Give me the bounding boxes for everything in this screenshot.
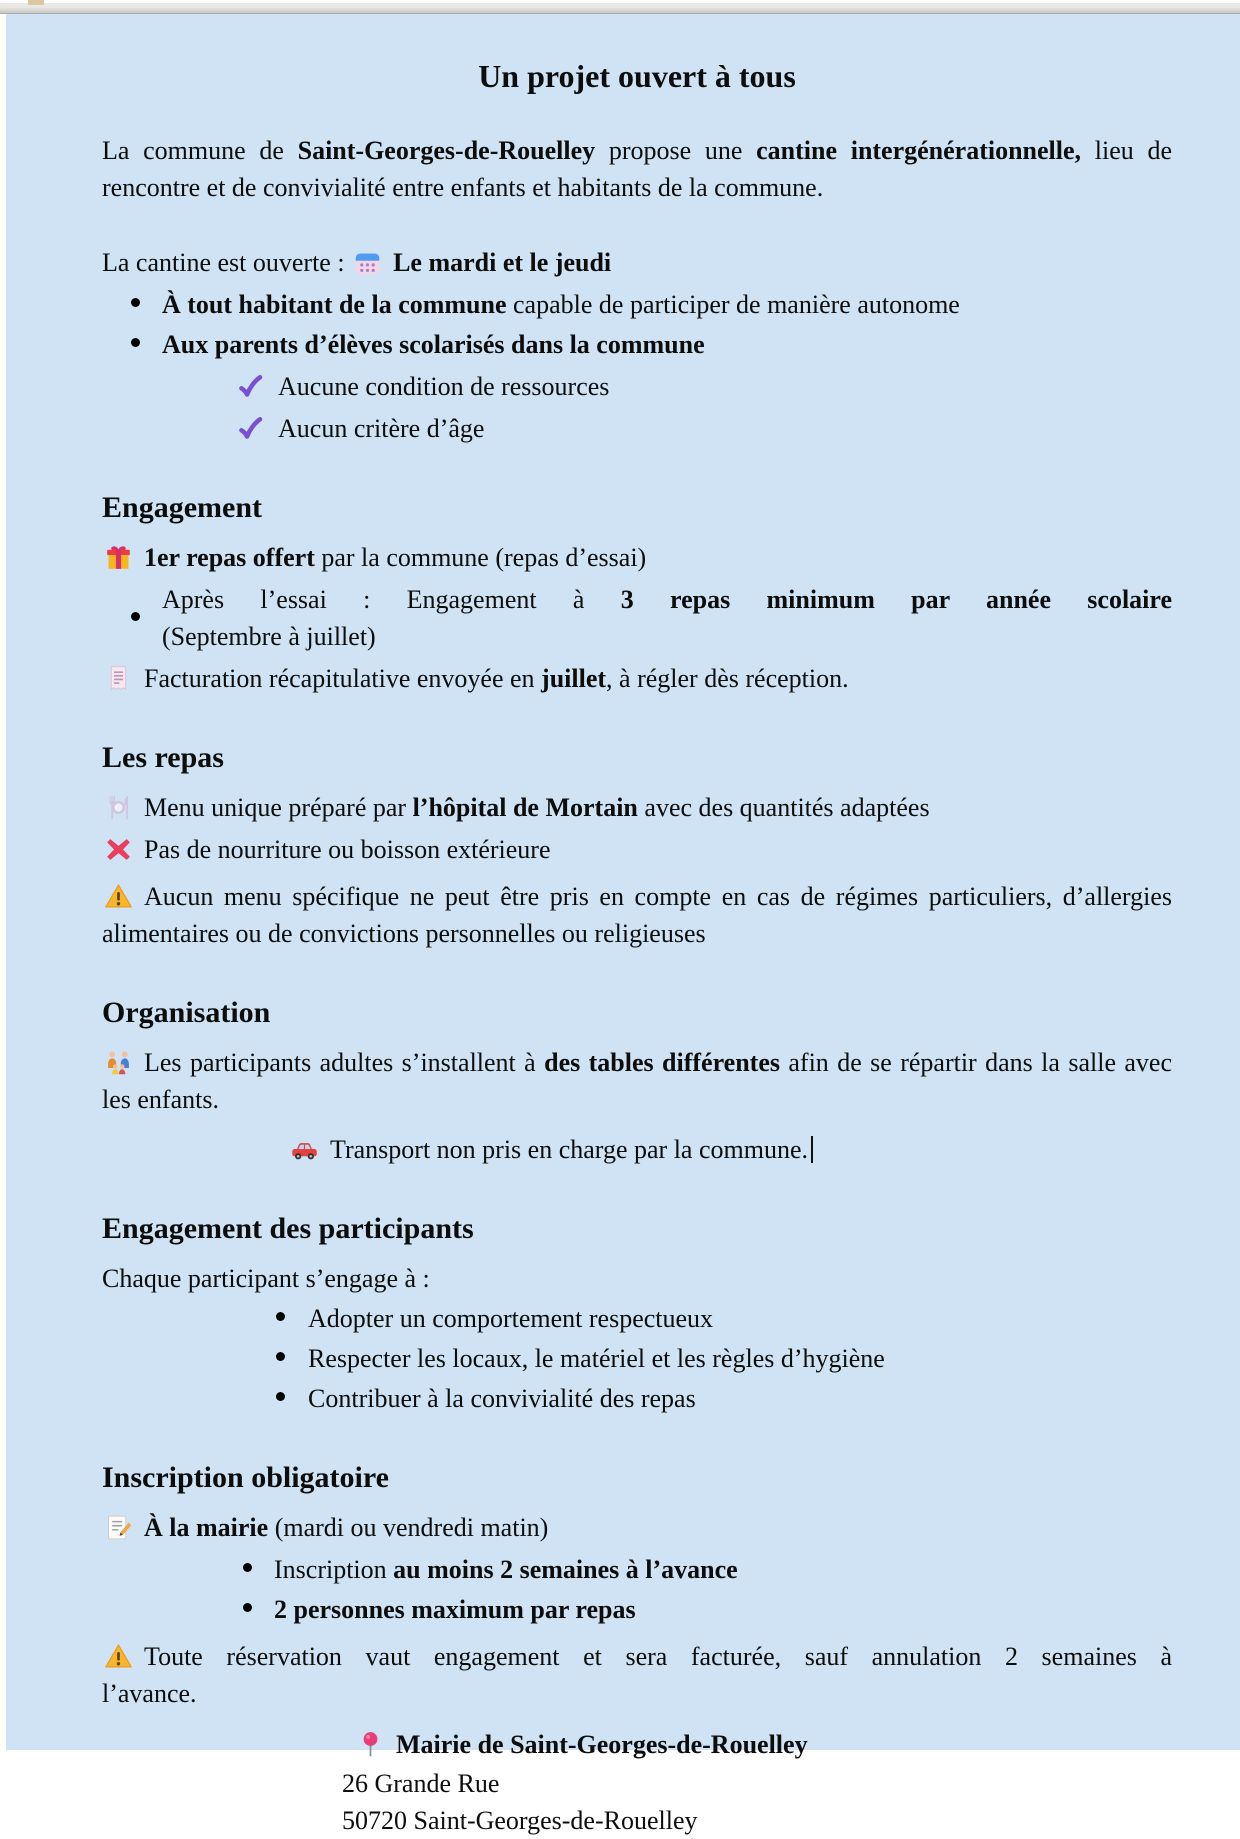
warning-icon: [104, 882, 133, 911]
inscription-list: [102, 1551, 1172, 1628]
bullet-icon: [108, 286, 162, 323]
text-run: propose une: [595, 136, 757, 165]
address-name: Mairie de Saint-Georges-de-Rouelley: [396, 1730, 808, 1759]
text-run: afin de se répartir dans la salle avec les enfants.: [102, 1048, 1173, 1114]
transport-text: Transport non pris en charge par la commune.: [330, 1135, 809, 1164]
pin-icon: [356, 1730, 385, 1759]
condition-text: Aucun critère d’âge: [278, 414, 485, 443]
menu-line: [102, 789, 1172, 826]
text-run: l’hôpital de Mortain: [412, 793, 638, 822]
text-run: Saint-Georges-de-Rouelley: [297, 136, 596, 165]
list-item-text: Respecter les locaux, le matériel et les règles d’hygiène: [308, 1344, 885, 1373]
menu-text: [144, 793, 930, 822]
text-cursor: [811, 1136, 813, 1163]
text-run: Menu unique préparé par: [144, 793, 413, 822]
text-run: 3 repas minimum par année scolaire: [620, 585, 1173, 614]
text-run: Facturation récapitulative envoyée en: [144, 664, 542, 693]
tables-line: [102, 1044, 1172, 1118]
bullet-icon: [252, 1340, 308, 1377]
cancellation-warning-line1-wrap: [102, 1638, 1172, 1675]
address-street: 26 Grande Rue: [342, 1769, 500, 1798]
bullet-icon: [220, 1591, 274, 1628]
opening-schedule: Le mardi et le jeudi: [393, 248, 612, 277]
diet-warning-line: [102, 878, 1172, 952]
section-heading-inscription: Inscription obligatoire: [102, 1461, 389, 1494]
trial-text: [162, 581, 1172, 655]
text-run: juillet: [541, 664, 607, 693]
bullet-icon: [252, 1300, 308, 1337]
window-chrome: [0, 0, 1240, 14]
trial-line1: [162, 581, 1172, 618]
cancellation-warning-line1: Toute réservation vaut engagement et sera facturée, sauf annulation 2 semaines à: [144, 1642, 1172, 1671]
transport-line: [288, 1131, 1172, 1168]
condition-item: [236, 410, 1172, 447]
participants-lead: Chaque participant s’engage à :: [102, 1264, 430, 1293]
trial-line2: (Septembre à juillet): [162, 622, 376, 651]
tables-text: [102, 1048, 1172, 1114]
condition-text: Aucune condition de ressources: [278, 372, 610, 401]
text-run: 1er repas offert: [144, 543, 315, 572]
text-run: À la mairie: [144, 1513, 269, 1542]
text-run: Inscription: [274, 1555, 394, 1584]
section-heading-engagement: Engagement: [102, 491, 262, 524]
invoice-line: [102, 660, 1172, 697]
section-heading-participants: Engagement des participants: [102, 1212, 474, 1245]
calendar-icon: [353, 248, 382, 277]
list-item: [220, 1551, 1172, 1588]
bullet-icon: [252, 1380, 308, 1417]
no-outside-food-line: [102, 831, 1172, 868]
gift-icon: [104, 543, 133, 572]
mairie-text: [144, 1513, 548, 1542]
trial-bullet: [102, 581, 1172, 655]
text-run: avec des quantités adaptées: [637, 793, 930, 822]
list-item: [102, 326, 1172, 363]
list-item-text: [162, 326, 1172, 363]
opening-lead: La cantine est ouverte :: [102, 248, 352, 277]
document-page[interactable]: [6, 14, 1240, 1835]
text-run: La commune de: [102, 136, 298, 165]
first-meal-text: [144, 543, 646, 572]
check-icon: [236, 414, 265, 443]
text-run: , à régler dès réception.: [606, 664, 849, 693]
list-item: [220, 1591, 1172, 1628]
text-run: des tables différentes: [544, 1048, 780, 1077]
bullet-icon: [108, 581, 162, 655]
first-meal-line: [102, 539, 1172, 576]
text-run: 2 personnes maximum par repas: [274, 1595, 636, 1624]
list-item: [252, 1300, 1172, 1337]
no-outside-food-text: [144, 835, 551, 864]
list-item: [252, 1340, 1172, 1377]
conditions-list: [236, 368, 1172, 447]
section-heading-repas: Les repas: [102, 741, 224, 774]
text-run: (mardi ou vendredi matin): [268, 1513, 549, 1542]
list-item-text: Adopter un comportement respectueux: [308, 1304, 714, 1333]
invoice-text: [144, 664, 849, 693]
page-title: Un projet ouvert à tous: [478, 58, 796, 94]
participants-list: [102, 1300, 1172, 1417]
text-run: cantine intergénérationnelle,: [756, 136, 1082, 165]
mairie-line: [102, 1509, 1172, 1546]
check-icon: [236, 372, 265, 401]
text-run: au moins 2 semaines à l’avance: [393, 1555, 738, 1584]
text-run: Aucun menu spécifique ne peut être pris en compte en cas de régimes particuliers, d’allergies alimentaires ou de convictions personnelles ou religieuses: [102, 882, 1172, 948]
diet-warning-text: [102, 882, 1172, 948]
list-item-text: Contribuer à la convivialité des repas: [308, 1384, 696, 1413]
list-item-text: [162, 286, 1172, 323]
bullet-icon: [220, 1551, 274, 1588]
bullet-icon: [108, 326, 162, 363]
text-run: Pas de nourriture ou boisson extérieure: [144, 835, 551, 864]
list-item: [252, 1380, 1172, 1417]
section-heading-organisation: Organisation: [102, 996, 271, 1029]
memo-icon: [104, 1513, 133, 1542]
address-title-line: [354, 1726, 1172, 1763]
plate-icon: [104, 793, 133, 822]
audience-list: [102, 286, 1172, 363]
text-run: lieu de rencontre et de convivialité entre enfants et habitants de la commune.: [102, 136, 1172, 202]
family-icon: [104, 1048, 133, 1077]
text-run: Après l’essai : Engagement à: [162, 585, 621, 614]
cancellation-warning-line2: l’avance.: [102, 1679, 197, 1708]
list-item-text: [274, 1551, 1172, 1588]
window-chrome-accent: [28, 0, 44, 5]
text-run: À tout habitant de la commune: [162, 290, 507, 319]
receipt-icon: [104, 664, 133, 693]
opening-line: [102, 244, 1172, 281]
car-icon: [290, 1135, 319, 1164]
intro-paragraph: [102, 132, 1172, 206]
condition-item: [236, 368, 1172, 405]
text-run: par la commune (repas d’essai): [314, 543, 647, 572]
cancellation-warning: [102, 1638, 1172, 1712]
cross-icon: [104, 835, 133, 864]
list-item: [102, 286, 1172, 323]
address-city: 50720 Saint-Georges-de-Rouelley: [342, 1806, 698, 1835]
list-item-text: [274, 1591, 1172, 1628]
text-run: Aux parents d’élèves scolarisés dans la commune: [162, 330, 705, 359]
text-run: capable de participer de manière autonome: [506, 290, 960, 319]
text-run: Les participants adultes s’installent à: [144, 1048, 545, 1077]
warning-icon: [104, 1642, 133, 1671]
